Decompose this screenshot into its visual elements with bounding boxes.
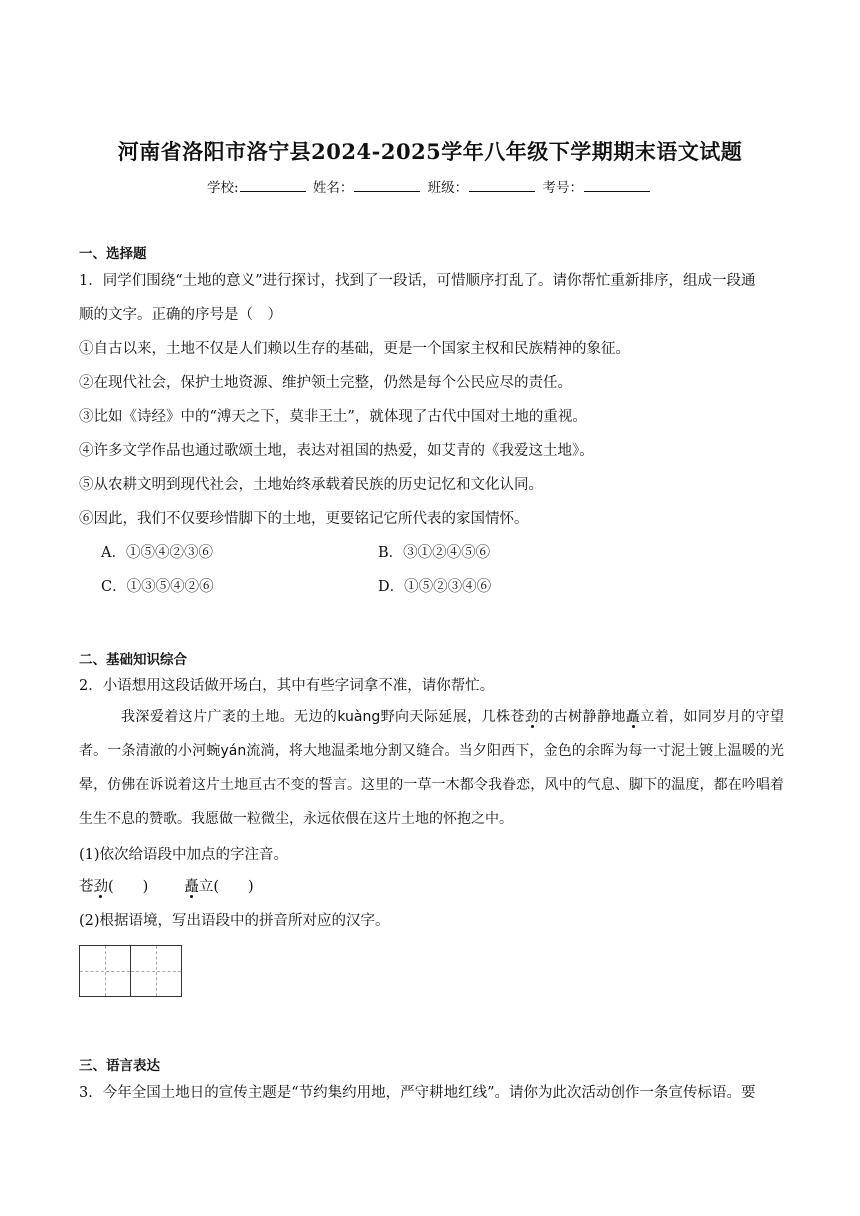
class-blank[interactable] [469,179,535,192]
word1-answer-blank[interactable]: ( ) [108,879,149,895]
question-2-sub1-answers [79,870,784,904]
class-label: 班级： [427,180,469,196]
question-1-item-6: ⑥因此，我们不仅要珍惜脚下的土地，更要铭记它所代表的家国情怀。 [79,511,529,527]
exam-number-label: 考号： [542,180,583,196]
option-c[interactable]: C．①③⑤④②⑥ [101,579,214,595]
question-1-stem-line2: 顺的文字。正确的序号是（ ） [79,307,282,323]
question-1-stem-line1: 1．同学们围绕“土地的意义”进行探讨，找到了一段话，可惜顺序打乱了。请你帮忙重新排序，组成一段通 [79,273,756,289]
option-d[interactable]: D．①⑤②③④⑥ [378,579,492,595]
passage-part-2: 的古树静静地 [539,709,626,725]
school-label: 学校: [207,180,239,196]
writing-grid[interactable] [79,945,182,997]
question-2-stem: 2．小语想用这段话做开场白，其中有些字词拿不准，请你帮忙。 [79,678,495,694]
word1-char1: 苍 [79,879,94,895]
section-heading-choice: 一、选择题 [79,246,147,262]
dotted-char-chu: 矗 [625,709,641,725]
dotted-char-jin: 劲 [524,709,540,725]
school-blank[interactable] [240,179,306,192]
section-heading-expression: 三、语言表达 [79,1058,160,1074]
passage-part-3: 立着，如同岁月的守望者。一条清澈的小河蜿yán流淌，将大地温柔地分割又缝合。当夕阳西下，金色的余晖为每一寸泥土镀上温暖的光晕，仿佛在诉说着这片土地亘古不变的誓言。这里的一草一木都令我眷恋，风中的气息、脚下的温度，都在吟唱着生生不息的赞歌。我愿做一粒微尘，永远依偎在这片土地的怀抱之中。 [79,709,785,827]
option-a[interactable]: A．①⑤④②③⑥ [101,545,213,561]
writing-cell-2[interactable] [131,945,182,997]
section-heading-basics: 二、基础知识综合 [79,652,187,668]
option-b[interactable]: B．③①②④⑤⑥ [378,545,491,561]
question-2-sub2: (2)根据语境，写出语段中的拼音所对应的汉字。 [79,913,390,929]
question-1-item-1: ①自古以来，土地不仅是人们赖以生存的基础，更是一个国家主权和民族精神的象征。 [79,341,630,357]
name-blank[interactable] [354,179,420,192]
exam-title: 河南省洛阳市洛宁县2024-2025学年八年级下学期期末语文试题 [117,139,743,164]
exam-number-blank[interactable] [584,179,650,192]
passage-part-1: 我深爱着这片广袤的土地。无边的kuàng野向天际延展，几株苍 [121,709,525,725]
question-2-sub1: (1)依次给语段中加点的字注音。 [79,847,289,863]
question-3-stem: 3．今年全国土地日的宣传主题是“节约集约用地，严守耕地红线”。请你为此次活动创作一条宣传标语。要 [79,1085,756,1101]
word1-char2-dotted: 劲 [93,879,108,895]
question-1-item-3: ③比如《诗经》中的“溥天之下，莫非王土”，就体现了古代中国对土地的重视。 [79,409,587,425]
question-1-item-2: ②在现代社会，保护土地资源、维护领土完整，仍然是每个公民应尽的责任。 [79,375,572,391]
question-1-item-4: ④许多文学作品也通过歌颂土地，表达对祖国的热爱，如艾青的《我爱这土地》。 [79,443,594,459]
question-2-passage [79,700,784,836]
word2-answer-blank[interactable]: ( ) [213,879,254,895]
name-label: 姓名： [312,180,354,196]
student-info-line [0,176,860,196]
writing-cell-1[interactable] [79,945,131,997]
word2-char1-dotted: 矗 [184,879,199,895]
question-1-item-5: ⑤从农耕文明到现代社会，土地始终承载着民族的历史记忆和文化认同。 [79,477,543,493]
word2-char2: 立 [198,879,214,895]
